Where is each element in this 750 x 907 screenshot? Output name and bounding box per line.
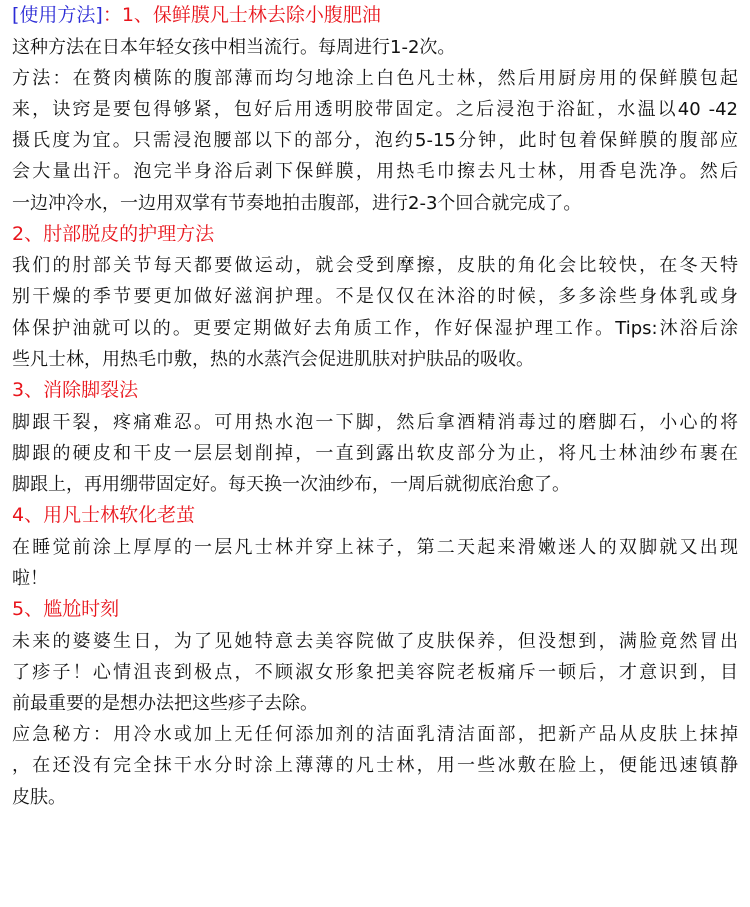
section-title-2: 2、肘部脱皮的护理方法 (12, 222, 215, 245)
section-1-paragraph-2 (12, 63, 738, 219)
text-line: 皮肤。 (12, 786, 66, 808)
text-line: 会大量出汗。泡完半身浴后剥下保鲜膜，用热毛巾擦去凡士林，用香皂洗净。然后 (12, 161, 738, 183)
text-line: 摄氏度为宜。只需浸泡腰部以下的部分，泡约5-15分钟，此时包着保鲜膜的腹部应 (12, 130, 738, 152)
text-line: 别干燥的季节要更加做好滋润护理。不是仅仅在沐浴的时候，多多涂些身体乳或身 (12, 286, 738, 308)
section-title-1: ：1、保鲜膜凡士林去除小腹肥油 (102, 4, 381, 26)
text-line: 体保护油就可以的。更要定期做好去角质工作，作好保湿护理工作。Tips:沐浴后涂 (12, 317, 738, 339)
section-heading-4 (12, 500, 738, 532)
section-5-paragraph-2 (12, 719, 738, 813)
section-heading-5 (12, 594, 738, 626)
section-4-paragraph-1 (12, 532, 738, 594)
text-line: 未来的婆婆生日，为了见她特意去美容院做了皮肤保养，但没想到，满脸竟然冒出 (12, 630, 738, 652)
text-line: 啦！ (12, 567, 48, 589)
section-2-paragraph-1 (12, 250, 738, 375)
section-title-5: 5、尴尬时刻 (12, 598, 120, 621)
section-5-paragraph-1 (12, 626, 738, 720)
text-line: 方法：在赘肉横陈的腹部薄而均匀地涂上白色凡士林，然后用厨房用的保鲜膜包起 (12, 67, 738, 89)
text-line: ，在还没有完全抹干水分时涂上薄薄的凡士林，用一些冰敷在脸上，便能迅速镇静 (12, 755, 738, 777)
text-line: 些凡士林，用热毛巾敷，热的水蒸汽会促进肌肤对护肤品的吸收。 (12, 348, 534, 370)
text-line: 我们的肘部关节每天都要做运动，就会受到摩擦，皮肤的角化会比较快，在冬天特 (12, 255, 738, 277)
section-3-paragraph-1 (12, 407, 738, 501)
text-line: 脚跟干裂，疼痛难忍。可用热水泡一下脚，然后拿酒精消毒过的磨脚石，小心的将 (12, 411, 738, 433)
text-line: 脚跟上，再用绷带固定好。每天换一次油纱布，一周后就彻底治愈了。 (12, 473, 570, 495)
section-title-4: 4、用凡士林软化老茧 (12, 504, 196, 527)
section-heading-3 (12, 375, 738, 407)
usage-tag: [使用方法] (12, 4, 103, 26)
text-line: 脚跟的硬皮和干皮一层层刬削掉，一直到露出软皮部分为止，将凡士林油纱布裹在 (12, 442, 738, 464)
section-title-3: 3、消除脚裂法 (12, 379, 139, 402)
section-1-paragraph-1 (12, 32, 738, 63)
text-line: 在睡觉前涂上厚厚的一层凡士林并穿上袜子，第二天起来滑嫩迷人的双脚就又出现 (12, 536, 738, 558)
text-line: 了疹子！心情沮丧到极点，不顾淑女形象把美容院老板痛斥一顿后，才意识到，目 (12, 661, 738, 683)
text-line: 来，诀窍是要包得够紧，包好后用透明胶带固定。之后浸泡于浴缸，水温以40 -42 (12, 98, 738, 120)
text-line: 这种方法在日本年轻女孩中相当流行。每周进行1-2次。 (12, 36, 456, 58)
text-line: 前最重要的是想办法把这些疹子去除。 (12, 692, 318, 714)
section-heading-1 (12, 0, 738, 32)
text-line: 应急秘方：用冷水或加上无任何添加剂的洁面乳清洁面部，把新产品从皮肤上抹掉 (12, 724, 738, 746)
text-line: 一边冲冷水，一边用双掌有节奏地拍击腹部，进行2-3个回合就完成了。 (12, 192, 582, 214)
section-heading-2 (12, 219, 738, 251)
